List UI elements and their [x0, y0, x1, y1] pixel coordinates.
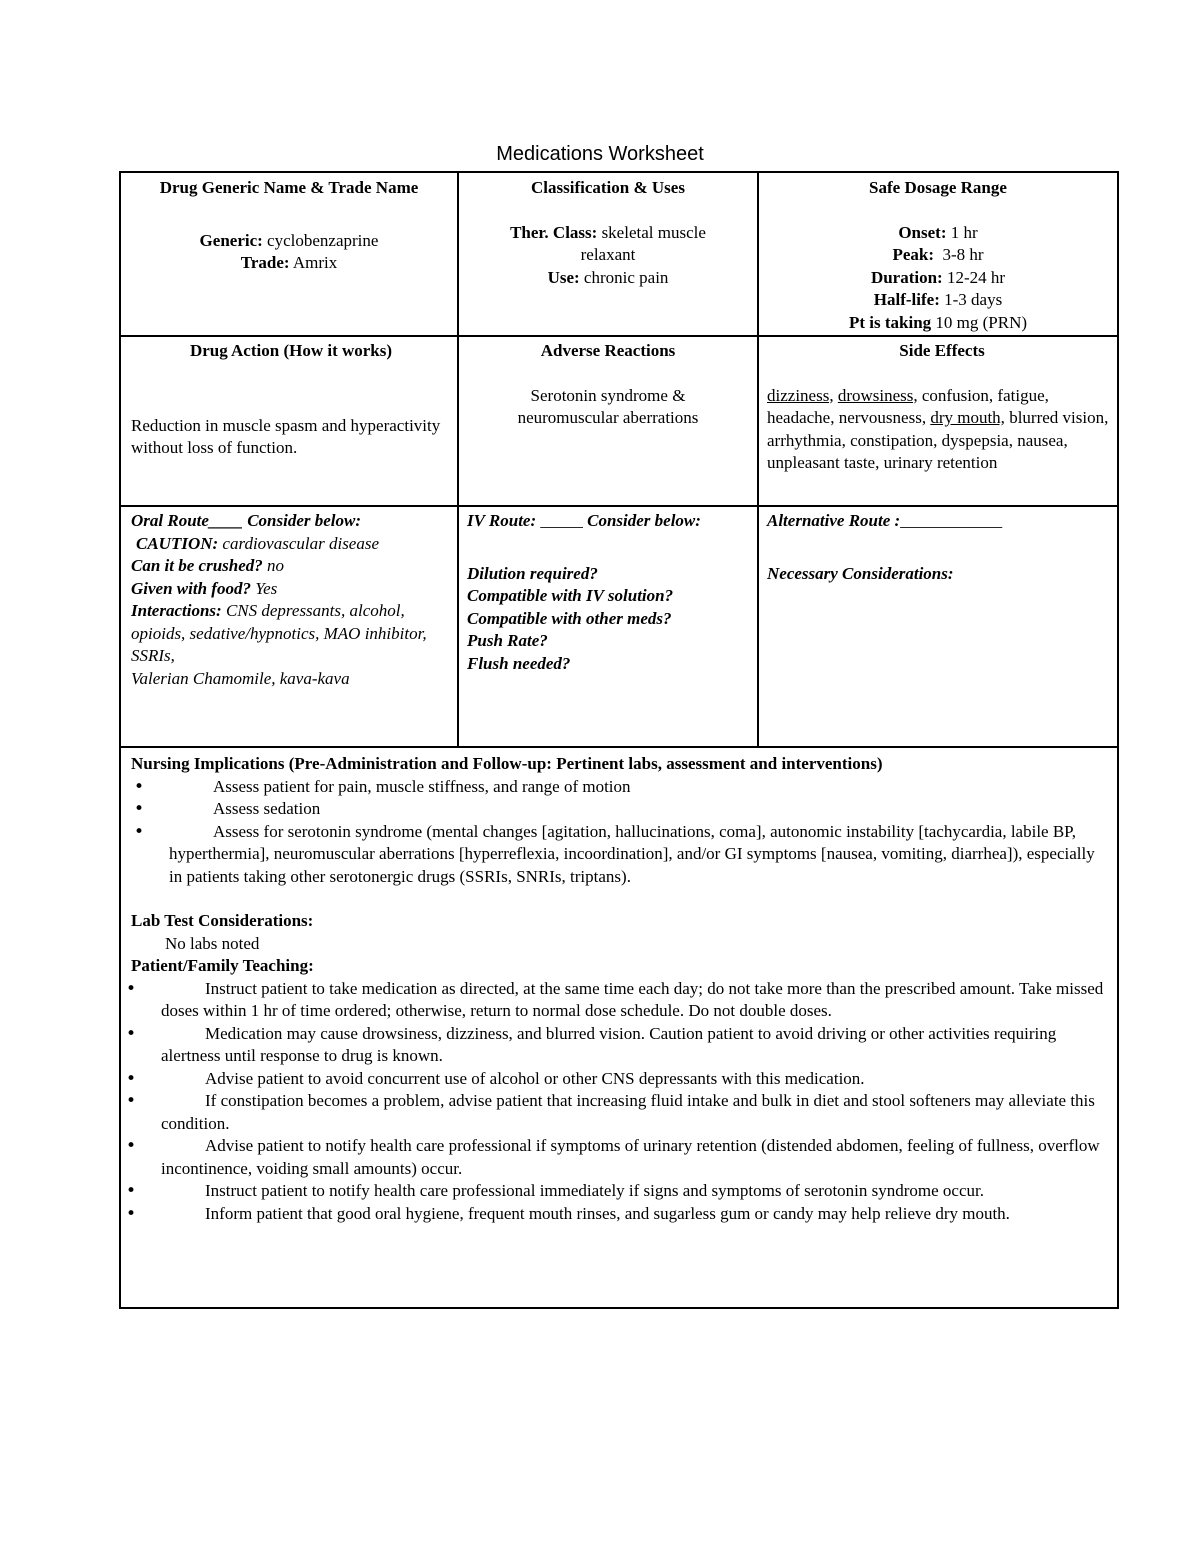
list-item: • Advise patient to notify health care professional if symptoms of urinary retention (distended abdomen, feeling of fullness, overflow incontinence, voiding small amounts) occur. — [123, 1135, 1111, 1180]
list-item: • Assess patient for pain, muscle stiffness, and range of motion — [131, 776, 1111, 799]
therapeutic-class-value: skeletal muscle — [601, 222, 706, 242]
lab-test-text: No labs noted — [165, 933, 260, 953]
alternative-route-cell — [767, 510, 1115, 585]
nursing-implications-list — [131, 776, 1111, 889]
dosage-cell — [759, 177, 1117, 334]
nursing-implications-header: Nursing Implications (Pre-Administration and Follow-up: Pertinent labs, assessment and interventions) — [131, 754, 883, 773]
page-title: Medications Worksheet — [496, 143, 704, 165]
teaching-list — [123, 978, 1111, 1226]
oral-route-line: Oral Route____ Consider below: — [131, 511, 361, 530]
peak-line: Peak: 3-8 hr — [892, 245, 984, 264]
use-line: Use: chronic pain — [547, 267, 669, 287]
oral-route-cell — [131, 510, 455, 690]
list-item: • Advise patient to avoid concurrent use of alcohol or other CNS depressants with this medication. — [123, 1068, 1111, 1091]
adverse-reactions-text-2: neuromuscular aberrations — [517, 408, 699, 427]
drug-action-text: Reduction in muscle spasm and hyperactivity without loss of function. — [131, 415, 441, 457]
list-item: • If constipation becomes a problem, advise patient that increasing fluid intake and bulk in diet and stool softeners may alleviate this condition. — [123, 1090, 1111, 1135]
classification-cell — [459, 177, 757, 289]
onset-line: Onset: 1 hr — [898, 222, 978, 242]
lab-test-header: Lab Test Considerations: — [131, 911, 314, 930]
pt-taking-line: Pt is taking 10 mg (PRN) — [848, 312, 1028, 332]
list-item: • Assess for serotonin syndrome (mental changes [agitation, hallucinations, coma], autonomic instability [tachycardia, labile BP, hyperthermia], neuromuscular aberrations [hyperreflexia, incoordination], and/or GI symptoms [nausea, vomiting, diarrhea]), especially in patients taking other serotonergic drugs (SSRIs, SNRIs, triptans). — [131, 821, 1111, 889]
adverse-reactions-cell — [459, 340, 757, 430]
generic-name-line: Generic: cyclobenzaprine — [199, 230, 379, 250]
iv-route-line: IV Route: _____ Consider below: — [467, 511, 701, 530]
drug-action-cell — [131, 340, 451, 460]
drug-name-header: Drug Generic Name & Trade Name — [159, 178, 419, 197]
half-life-line: Half-life: 1-3 days — [873, 290, 1003, 309]
drug-action-header: Drug Action (How it works) — [189, 341, 393, 360]
medication-worksheet-table — [119, 171, 1119, 1309]
food-line: Given with food? Yes — [131, 578, 278, 598]
iv-dilution-question: Dilution required? — [467, 563, 598, 583]
trade-name-line: Trade: Amrix — [240, 253, 338, 272]
iv-push-rate-question: Push Rate? — [467, 631, 548, 650]
dosage-header: Safe Dosage Range — [869, 178, 1007, 197]
adverse-reactions-text: Serotonin syndrome & — [530, 385, 686, 405]
caution-line: CAUTION: cardiovascular disease — [136, 533, 380, 553]
drug-name-cell — [121, 177, 457, 275]
nursing-implications-cell — [131, 753, 1111, 1225]
list-item: • Assess sedation — [131, 798, 1111, 821]
use-value: chronic pain — [583, 267, 669, 287]
row-divider — [121, 505, 1117, 507]
necessary-considerations: Necessary Considerations: — [767, 563, 954, 583]
adverse-reactions-header: Adverse Reactions — [540, 341, 676, 360]
list-item: • Instruct patient to take medication as directed, at the same time each day; do not take more than the prescribed amount. Take missed doses within 1 hr of time ordered; otherwise, return to normal dose schedule. Do not double doses. — [123, 978, 1111, 1023]
teaching-header: Patient/Family Teaching: — [131, 956, 314, 975]
classification-header: Classification & Uses — [531, 178, 685, 197]
list-item: • Medication may cause drowsiness, dizziness, and blurred vision. Caution patient to avoid driving or other activities requiring alertness until response to drug is known. — [123, 1023, 1111, 1068]
therapeutic-class-value-2: relaxant — [580, 245, 636, 264]
therapeutic-class-line: Ther. Class: skeletal muscle — [510, 222, 706, 242]
interactions-line: Interactions: CNS depressants, alcohol, opioids, sedative/hypnotics, MAO inhibitor, SSRIs, — [131, 601, 427, 665]
iv-compatible-meds-question: Compatible with other meds? — [467, 608, 672, 628]
interactions-line-2: Valerian Chamomile, kava-kava — [131, 668, 350, 688]
side-effects-text: dizziness, drowsiness, confusion, fatigue, headache, nervousness, dry mouth, blurred vision, arrhythmia, constipation, dyspepsia, nausea, unpleasant taste, urinary retention — [767, 385, 1109, 472]
iv-flush-question: Flush needed? — [467, 653, 571, 673]
side-effects-cell — [767, 340, 1117, 475]
side-effects-header: Side Effects — [899, 341, 985, 360]
generic-name-value: cyclobenzaprine — [267, 230, 379, 250]
iv-compatible-solution-question: Compatible with IV solution? — [467, 586, 674, 605]
alternative-route-line: Alternative Route :____________ — [767, 511, 1003, 530]
row-divider — [121, 335, 1117, 337]
list-item: • Inform patient that good oral hygiene, frequent mouth rinses, and sugarless gum or candy may help relieve dry mouth. — [123, 1203, 1111, 1226]
list-item: • Instruct patient to notify health care professional immediately if signs and symptoms of serotonin syndrome occur. — [123, 1180, 1111, 1203]
trade-name-value: Amrix — [292, 253, 338, 272]
duration-line: Duration: 12-24 hr — [870, 267, 1006, 287]
crushed-line: Can it be crushed? no — [131, 556, 285, 575]
row-divider — [121, 746, 1117, 748]
iv-route-cell — [467, 510, 755, 675]
